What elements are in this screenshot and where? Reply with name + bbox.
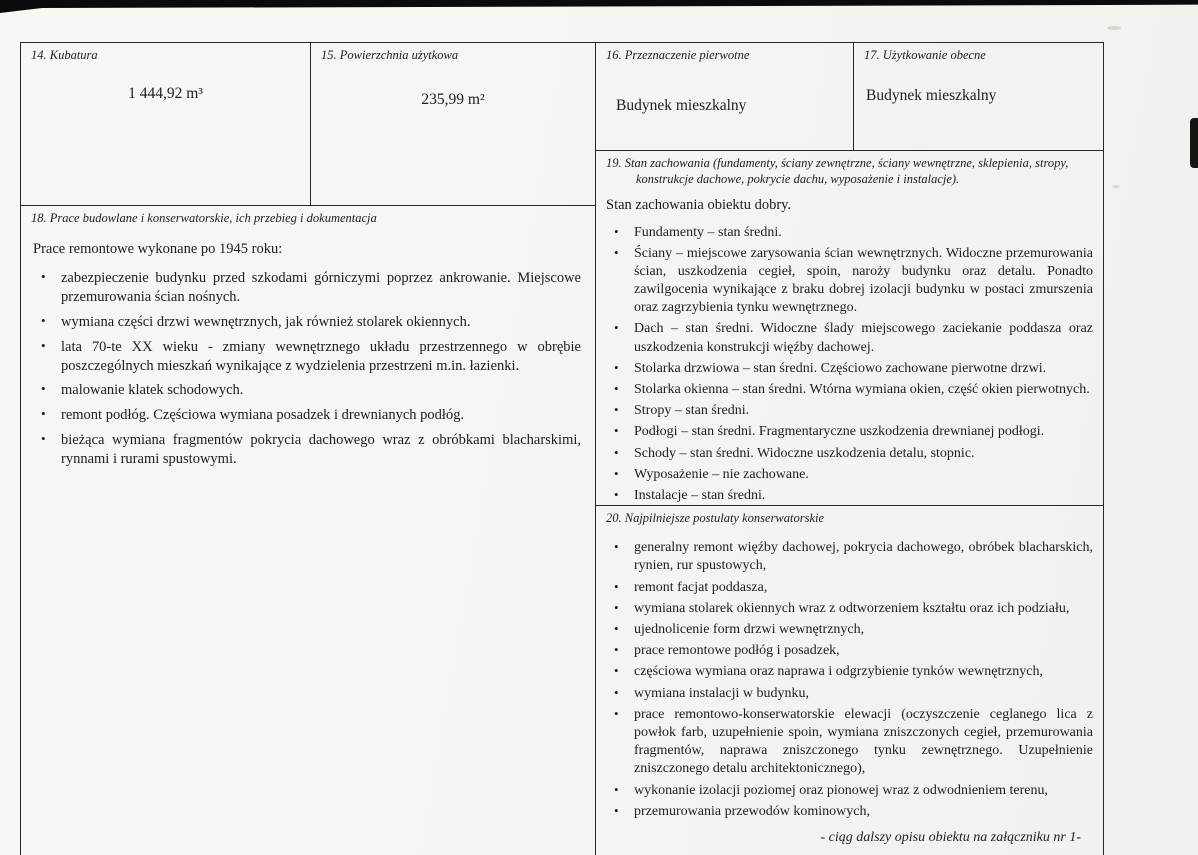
field-stan-zachowania-label: 19. Stan zachowania (fundamenty, ściany zewnętrzne, ściany wewnętrzne, sklepienia, stropy, konstrukcje dachowe, pokrycie dachu, wyposażenie i instalacje). xyxy=(606,156,1069,187)
field-powierzchnia-value: 235,99 m² xyxy=(421,91,485,109)
field-prace-budowlane-list xyxy=(31,269,585,469)
field-uzytkowanie-value: Budynek mieszkalny xyxy=(866,87,997,105)
list-item: • zabezpieczenie budynku przed szkodami górniczymi poprzez ankrowanie. Miejscowe przemurowania ścian nośnych. xyxy=(31,269,585,307)
list-item: • Podłogi – stan średni. Fragmentaryczne uszkodzenia drewnianej podłogi. xyxy=(606,423,1093,441)
list-item: • remont facjat poddasza, xyxy=(606,579,1093,597)
field-prace-budowlane xyxy=(20,205,596,855)
field-uzytkowanie-label: 17. Użytkowanie obecne xyxy=(864,48,986,62)
list-item: • bieżąca wymiana fragmentów pokrycia dachowego wraz z obróbkami blacharskimi, rynnami i rurami spustowymi. xyxy=(31,431,585,469)
list-item: • Stolarka drzwiowa – stan średni. Częściowo zachowane pierwotne drzwi. xyxy=(606,360,1093,378)
field-przeznaczenie-value: Budynek mieszkalny xyxy=(616,97,747,115)
field-postulaty-label: 20. Najpilniejsze postulaty konserwatorskie xyxy=(606,511,825,525)
scan-artifact-right-edge xyxy=(1190,118,1198,168)
list-item: • wymiana instalacji w budynku, xyxy=(606,685,1093,703)
list-item: • wymiana części drzwi wewnętrznych, jak również stolarek okiennych. xyxy=(31,313,585,332)
list-item: • Fundamenty – stan średni. xyxy=(606,224,1093,242)
field-kubatura xyxy=(20,42,311,206)
field-powierzchnia-uzytkowa xyxy=(310,42,596,206)
field-przeznaczenie-pierwotne xyxy=(595,42,854,151)
list-item: • Schody – stan średni. Widoczne uszkodzenia detalu, stopnic. xyxy=(606,445,1093,463)
list-item: • ujednolicenie form drzwi wewnętrznych, xyxy=(606,621,1093,639)
list-item: • prace remontowo-konserwatorskie elewacji (oczyszczenie ceglanego lica z powłok farb, uzupełnienie spoin, wymiana zniszczonych cegieł, przemurowania fragmentów, naprawa zniszczonego tynku zewnętrznego. Uzupełnienie zniszczonego detalu architektonicznego), xyxy=(606,706,1093,779)
field-prace-budowlane-label: 18. Prace budowlane i konserwatorskie, ich przebieg i dokumentacja xyxy=(31,211,377,225)
field-stan-zachowania-intro: Stan zachowania obiektu dobry. xyxy=(606,196,792,213)
list-item: • Dach – stan średni. Widoczne ślady miejscowego zaciekanie poddasza oraz uszkodzenia konstrukcji więźby dachowej. xyxy=(606,320,1093,356)
list-item: • przemurowania przewodów kominowych, xyxy=(606,803,1093,821)
list-item: • remont podłóg. Częściowa wymiana posadzek i drewnianych podłóg. xyxy=(31,406,585,425)
list-item: • Wyposażenie – nie zachowane. xyxy=(606,466,1093,484)
list-item: • wymiana stolarek okiennych wraz z odtworzeniem kształtu oraz ich podziału, xyxy=(606,600,1093,618)
list-item: • prace remontowe podłóg i posadzek, xyxy=(606,642,1093,660)
scan-speck xyxy=(1112,185,1120,188)
scan-speck xyxy=(1107,26,1121,30)
list-item: • generalny remont więźby dachowej, pokrycia dachowego, obróbek blacharskich, rynien, rur spustowych, xyxy=(606,539,1093,575)
field-przeznaczenie-label: 16. Przeznaczenie pierwotne xyxy=(606,48,750,62)
list-item: • wykonanie izolacji poziomej oraz pionowej wraz z odwodnieniem terenu, xyxy=(606,782,1093,800)
list-item: • Ściany – miejscowe zarysowania ścian wewnętrznych. Widoczne przemurowania ścian, uszkodzenia cegieł, spoin, naroży budynku oraz detalu. Ponadto zawilgocenia wynikające z braku dobrej izolacji budynku w postaci zmurszenia oraz zagrzybienia tynku wewnętrznego. xyxy=(606,245,1093,318)
list-item: • lata 70-te XX wieku - zmiany wewnętrznego układu przestrzennego w obrębie poszczególnych mieszkań wynikające z wydzielenia przestrzeni m.in. łazienki. xyxy=(31,338,585,376)
field-powierzchnia-label: 15. Powierzchnia użytkowa xyxy=(321,48,459,62)
field-stan-zachowania-list xyxy=(606,224,1093,506)
field-postulaty-konserwatorskie xyxy=(595,505,1104,855)
field-kubatura-value: 1 444,92 m³ xyxy=(128,85,203,103)
field-postulaty-list xyxy=(606,539,1093,821)
field-kubatura-label: 14. Kubatura xyxy=(31,48,98,62)
list-item: • częściowa wymiana oraz naprawa i odgrzybienie tynków wewnętrznych, xyxy=(606,663,1093,681)
field-uzytkowanie-obecne xyxy=(853,42,1104,151)
list-item: • malowanie klatek schodowych. xyxy=(31,381,585,400)
continuation-note: - ciąg dalszy opisu obiektu na załączniku nr 1- xyxy=(820,829,1081,845)
list-item: • Stolarka okienna – stan średni. Wtórna wymiana okien, część okien pierwotnych. xyxy=(606,381,1093,399)
list-item: • Instalacje – stan średni. xyxy=(606,487,1093,505)
field-prace-budowlane-intro: Prace remontowe wykonane po 1945 roku: xyxy=(33,241,283,258)
field-stan-zachowania xyxy=(595,150,1104,506)
scan-artifact-top-edge xyxy=(0,0,1198,13)
list-item: • Stropy – stan średni. xyxy=(606,402,1093,420)
